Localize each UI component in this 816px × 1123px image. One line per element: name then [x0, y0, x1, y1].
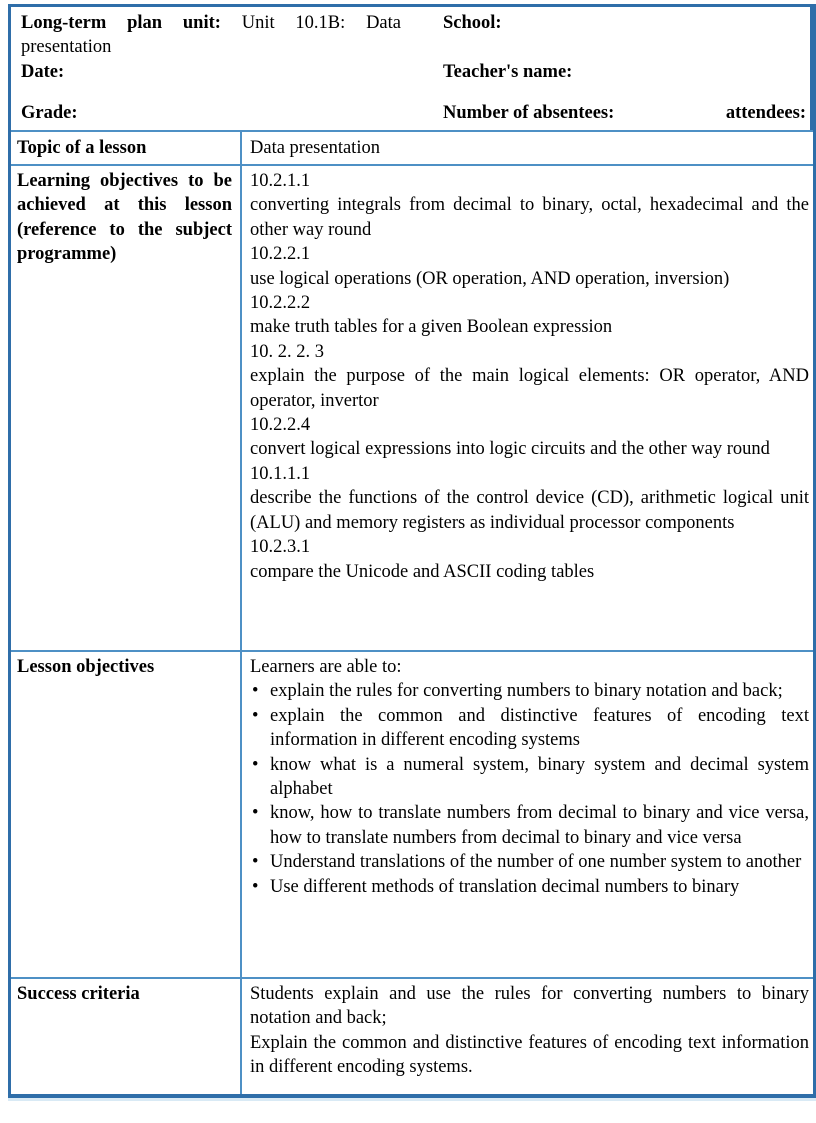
long-term-plan-label: Long-term plan unit:: [21, 13, 221, 33]
attendees-label: attendees:: [725, 102, 806, 123]
list-item: [250, 679, 809, 703]
lesson-objectives-list: [250, 679, 809, 899]
bullet-icon: •: [252, 852, 259, 873]
list-item: [250, 704, 809, 753]
learning-objectives-label: Learning objectives to be achieved at this lesson (reference to the subject programme): [11, 166, 242, 650]
objective-line: 10.2.3.1: [250, 537, 311, 558]
absentees-label: Number of absentees:: [443, 102, 615, 123]
objective-line: 10.1.1.1: [250, 463, 311, 484]
topic-value: Data presentation: [250, 138, 380, 158]
list-item: [250, 850, 809, 874]
objective-line: describe the functions of the control device (CD), arithmetic logical unit (ALU) and memory registers as individual processor components: [250, 488, 809, 533]
table-row-header: [11, 7, 813, 130]
list-item-text: know, how to translate numbers from decimal to binary and vice versa, how to translate numbers from decimal to binary and vice versa: [270, 803, 809, 848]
lesson-objectives-content: [242, 652, 813, 977]
objective-line: use logical operations (OR operation, AND operation, inversion): [250, 268, 730, 289]
learning-objectives-content: [242, 166, 813, 650]
list-item: [250, 801, 809, 850]
success-criteria-content: [242, 979, 813, 1094]
objective-line: converting integrals from decimal to binary, octal, hexadecimal and the other way round: [250, 195, 809, 240]
topic-label: Topic of a lesson: [11, 132, 242, 164]
bullet-icon: •: [252, 705, 259, 726]
bullet-icon: •: [252, 876, 259, 897]
list-item-text: explain the common and distinctive features of encoding text information in different encoding systems: [270, 705, 809, 751]
list-item-text: know what is a numeral system, binary system and decimal system alphabet: [270, 754, 809, 800]
teacher-name-label: Teacher's name:: [443, 61, 573, 82]
bullet-icon: •: [252, 681, 259, 702]
objective-line: explain the purpose of the main logical elements: OR operator, AND operator, invertor: [250, 366, 809, 411]
table-row-topic: [11, 130, 813, 164]
date-label: Date:: [21, 61, 65, 82]
objective-line: 10. 2. 2. 3: [250, 341, 324, 362]
list-item: [250, 875, 809, 899]
objective-line: compare the Unicode and ASCII coding tables: [250, 561, 595, 582]
objective-line: 10.2.2.1: [250, 244, 311, 265]
long-term-plan-line: [21, 11, 401, 60]
success-criteria-line: Students explain and use the rules for converting numbers to binary notation and back;: [250, 984, 809, 1029]
objective-line: 10.2.2.2: [250, 293, 311, 314]
objective-line: 10.2.2.4: [250, 415, 311, 436]
list-item-text: Understand translations of the number of one number system to another: [270, 852, 802, 873]
table-row-learning-objectives: [11, 164, 813, 650]
list-item: [250, 753, 809, 802]
school-label: School:: [443, 13, 502, 33]
table-row-lesson-objectives: [11, 650, 813, 977]
list-item-text: Use different methods of translation decimal numbers to binary: [270, 876, 740, 897]
absentees-line: [443, 101, 806, 125]
header-left-block: [11, 7, 401, 130]
list-item-text: explain the rules for converting numbers to binary notation and back;: [270, 681, 783, 702]
objective-line: convert logical expressions into logic circuits and the other way round: [250, 439, 770, 460]
lesson-objectives-label: Lesson objectives: [11, 652, 242, 977]
bullet-icon: •: [252, 803, 259, 824]
grade-label: Grade:: [21, 102, 78, 123]
success-criteria-label: Success criteria: [11, 979, 242, 1094]
header-right-block: [401, 7, 810, 130]
bullet-icon: •: [252, 754, 259, 775]
success-criteria-line: Explain the common and distinctive features of encoding text information in different encoding systems.: [250, 1032, 809, 1078]
lesson-plan-table: [8, 4, 816, 1098]
table-row-success-criteria: [11, 977, 813, 1094]
lesson-objectives-intro: Learners are able to:: [250, 657, 402, 677]
long-term-plan-value: Unit 10.1B: Data presentation: [21, 13, 401, 58]
objective-line: 10.2.1.1: [250, 171, 311, 191]
objective-line: make truth tables for a given Boolean expression: [250, 317, 613, 338]
